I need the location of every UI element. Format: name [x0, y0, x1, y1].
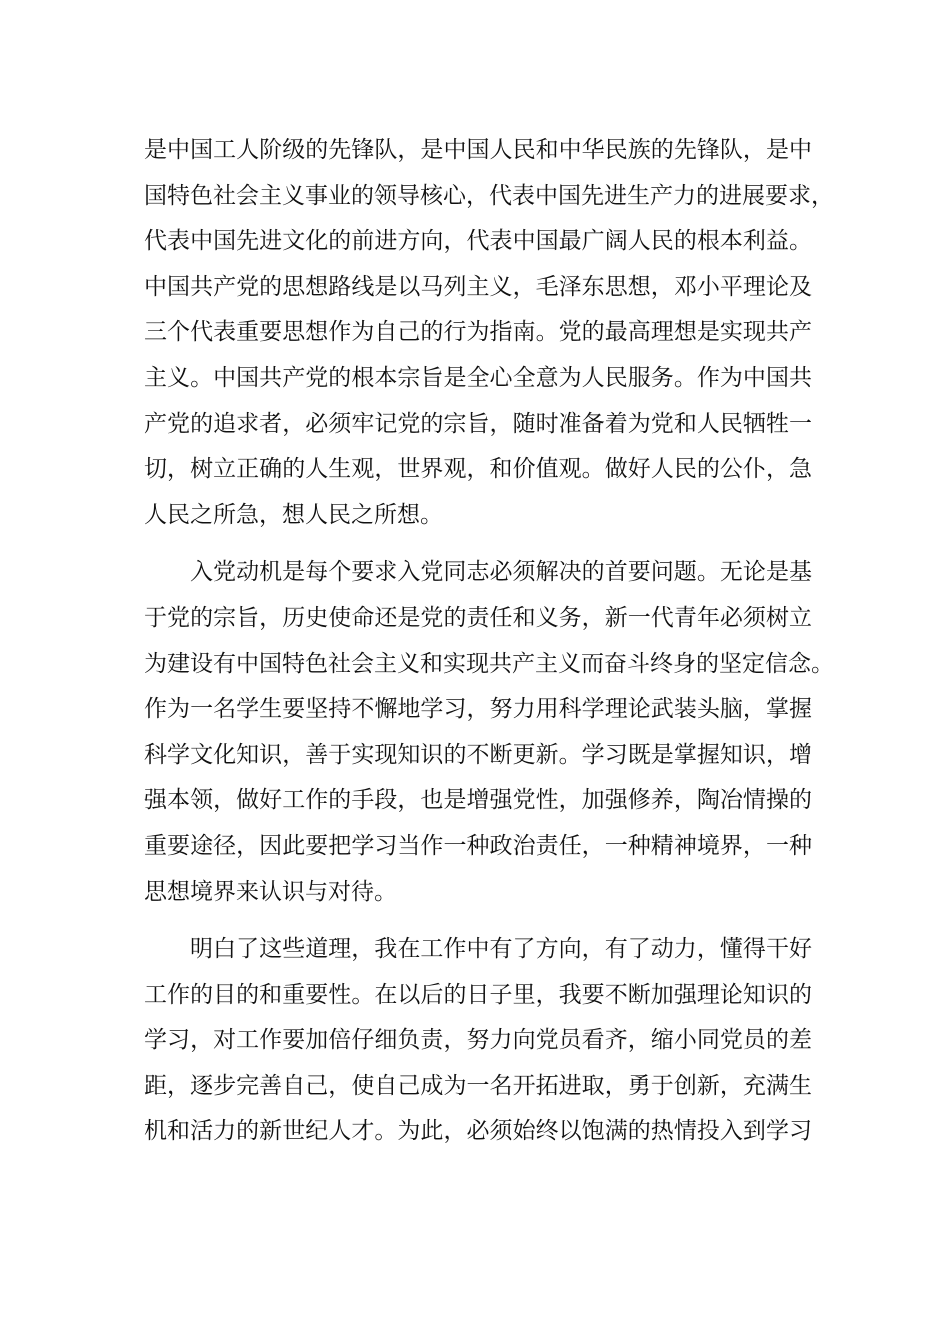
- text-line: 于党的宗旨，历史使命还是党的责任和义务，新一代青年必须树立: [144, 604, 812, 631]
- body-text: [144, 128, 834, 1155]
- text-line: 三个代表重要思想作为自己的行为指南。党的最高理想是实现共产: [144, 319, 812, 346]
- text-line: 科学文化知识，善于实现知识的不断更新。学习既是掌握知识，增: [144, 741, 812, 768]
- text-line: 强本领，做好工作的手段，也是增强党性，加强修养，陶冶情操的: [144, 787, 812, 814]
- text-line: 思想境界来认识与对待。: [144, 878, 397, 905]
- text-line: 为建设有中国特色社会主义和实现共产主义而奋斗终身的坚定信念。: [144, 650, 834, 677]
- paragraph-3: [144, 927, 812, 1155]
- text-line: 产党的追求者，必须牢记党的宗旨，随时准备着为党和人民牺牲一: [144, 410, 812, 437]
- text-line: 国特色社会主义事业的领导核心，代表中国先进生产力的进展要求，: [144, 182, 834, 209]
- text-line: 人民之所急，想人民之所想。: [144, 501, 443, 528]
- text-line: 入党动机是每个要求入党同志必须解决的首要问题。无论是基: [190, 559, 812, 586]
- text-line: 代表中国先进文化的前进方向，代表中国最广阔人民的根本利益。: [144, 228, 812, 255]
- text-line: 距，逐步完善自己，使自己成为一名开拓进取，勇于创新，充满生: [144, 1072, 812, 1099]
- paragraph-1: [144, 128, 834, 538]
- text-line: 重要途径，因此要把学习当作一种政治责任，一种精神境界，一种: [144, 832, 812, 859]
- text-line: 作为一名学生要坚持不懈地学习，努力用科学理论武装头脑，掌握: [144, 696, 812, 723]
- text-line: 切，树立正确的人生观，世界观，和价值观。做好人民的公仆，急: [144, 456, 812, 483]
- paragraph-spacing: [144, 915, 812, 927]
- text-line: 机和活力的新世纪人才。为此，必须始终以饱满的热情投入到学习: [144, 1118, 812, 1145]
- text-line: 中国共产党的思想路线是以马列主义，毛泽东思想，邓小平理论及: [144, 273, 812, 300]
- text-line: 工作的目的和重要性。在以后的日子里，我要不断加强理论知识的: [144, 981, 812, 1008]
- paragraph-2: [144, 550, 834, 915]
- text-line: 学习，对工作要加倍仔细负责，努力向党员看齐，缩小同党员的差: [144, 1027, 812, 1054]
- text-line: 明白了这些道理，我在工作中有了方向，有了动力，懂得干好: [190, 936, 812, 963]
- text-line: 主义。中国共产党的根本宗旨是全心全意为人民服务。作为中国共: [144, 364, 812, 391]
- text-line: 是中国工人阶级的先锋队，是中国人民和中华民族的先锋队，是中: [144, 137, 812, 163]
- paragraph-spacing: [144, 538, 812, 550]
